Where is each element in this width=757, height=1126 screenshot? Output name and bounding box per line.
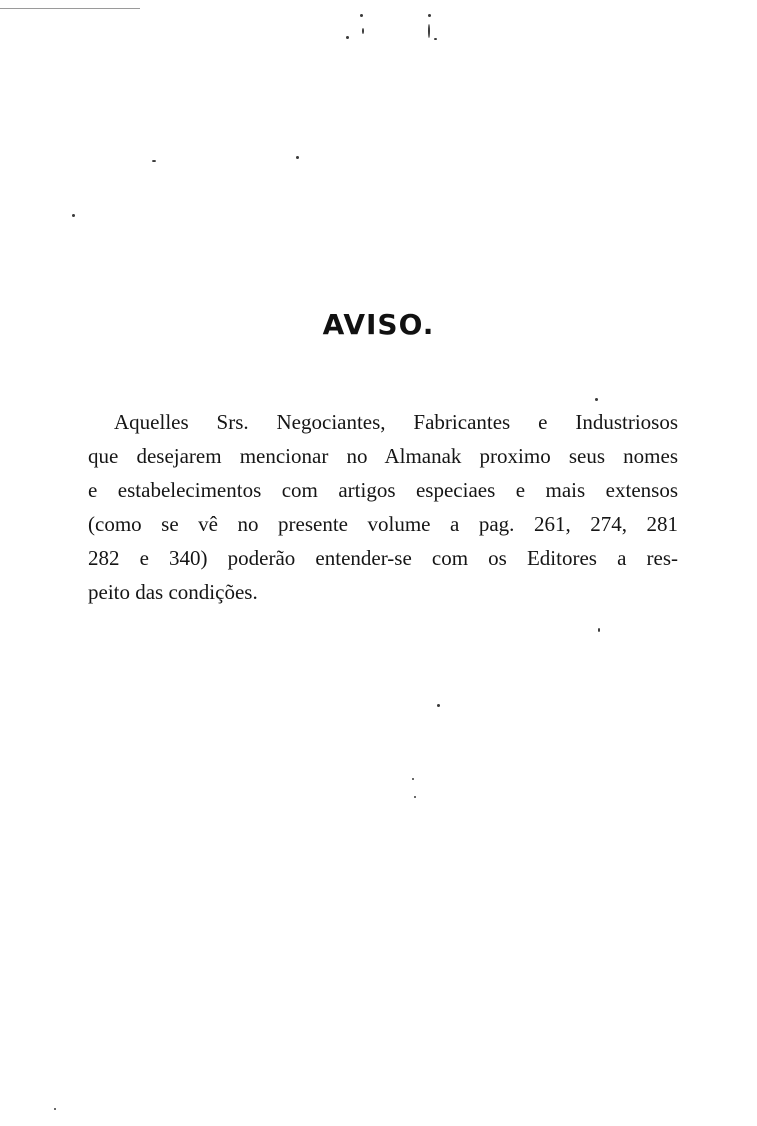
scan-speck [296,156,299,159]
paragraph-line: que desejarem mencionar no Almanak proximo seus nomes [88,444,678,468]
scan-speck [72,214,75,217]
paragraph-line: Aquelles Srs. Negociantes, Fabricantes e Industriosos [114,410,678,434]
scan-speck [152,160,156,162]
scan-speck [346,36,349,39]
paragraph-line: 282 e 340) poderão entender-se com os Editores a res- [88,546,678,570]
scan-speck [595,398,598,401]
scan-speck [362,28,364,34]
scan-speck [437,704,440,707]
scan-speck [412,778,414,780]
paragraph-line: peito das condições. [88,580,258,604]
scan-speck [434,38,437,40]
paragraph-line: (como se vê no presente volume a pag. 261, 274, 281 [88,512,678,536]
page-title: AVISO. [322,308,435,341]
scan-artifact-top-line [0,8,140,9]
paragraph-line: e estabelecimentos com artigos especiaes e mais extensos [88,478,678,502]
scan-speck [360,14,363,17]
scan-speck [54,1108,56,1110]
scan-speck [428,24,430,38]
notice-paragraph [88,405,678,609]
scan-speck [428,14,431,17]
scan-speck [598,628,600,632]
scan-speck [414,796,416,798]
